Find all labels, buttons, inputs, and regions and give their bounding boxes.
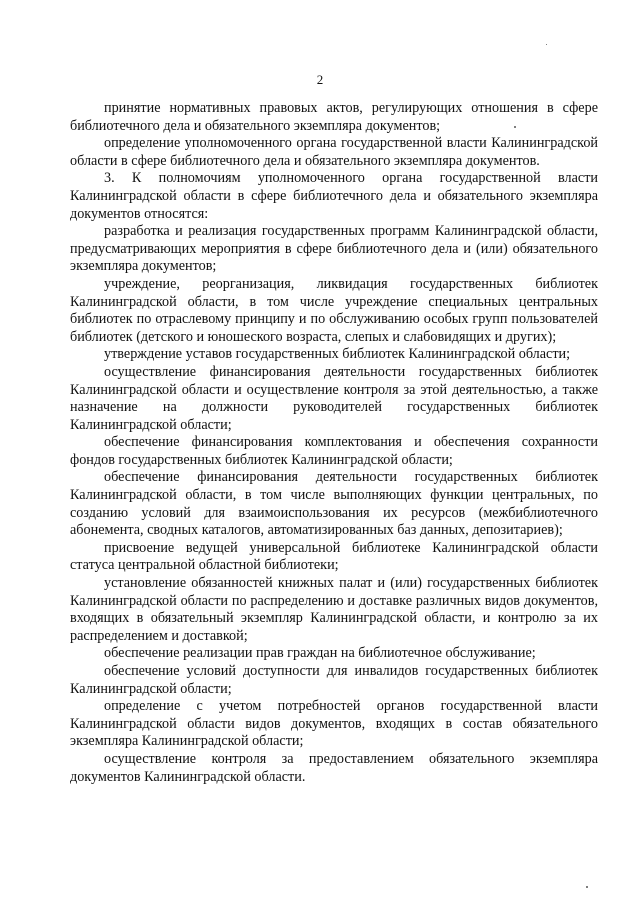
paragraph: присвоение ведущей универсальной библиотеке Калининградской области статуса центральной областной библиотеки; — [70, 539, 598, 574]
paragraph: обеспечение финансирования деятельности государственных библиотек Калининградской области, в том числе выполняющих функции центральных, по созданию условий для взаимоиспользования их ресурсов (межбиблиотечного абонемента, сводных каталогов, автоматизированных баз данных, депозитариев); — [70, 469, 598, 539]
paragraph: обеспечение реализации прав граждан на библиотечное обслуживание; — [104, 645, 536, 662]
paragraph: осуществление финансирования деятельности государственных библиотек Калининградской области и осуществление контроля за этой деятельностью, а также назначение на должности руководителей государственных библиотек Калининградской области; — [70, 363, 598, 433]
paragraph: принятие нормативных правовых актов, регулирующих отношения в сфере библиотечного дела и обязательного экземпляра документов; — [70, 100, 598, 134]
paragraph: разработка и реализация государственных программ Калининградской области, предусматривающих мероприятия в сфере библиотечного дела и (или) обязательного экземпляра документов; — [70, 223, 598, 275]
scan-speck — [586, 886, 588, 888]
page-number: 2 — [316, 72, 324, 87]
paragraph: определение с учетом потребностей органов государственной власти Калининградской области видов документов, входящих в состав обязательного экземпляра Калининградской области; — [70, 698, 598, 750]
document-body — [70, 100, 598, 786]
paragraph: осуществление контроля за предоставлением обязательного экземпляра документов Калининградской области. — [70, 750, 598, 785]
paragraph: определение уполномоченного органа государственной власти Калининградской области в сфере библиотечного дела и обязательного экземпляра документов. — [70, 135, 598, 169]
paragraph: обеспечение финансирования комплектования и обеспечения сохранности фондов государственных библиотек Калининградской области; — [70, 434, 598, 468]
paragraph: установление обязанностей книжных палат и (или) государственных библиотек Калининградской области по распределению и доставке различных видов документов, входящих в обязательный экземпляр Калининградской области, и контролю за их распределением и доставкой; — [70, 575, 598, 644]
scan-speck — [546, 44, 547, 45]
paragraph: утверждение уставов государственных библиотек Калининградской области; — [104, 346, 571, 363]
paragraph: обеспечение условий доступности для инвалидов государственных библиотек Калининградской области; — [70, 663, 598, 697]
paragraph: учреждение, реорганизация, ликвидация государственных библиотек Калининградской области, в том числе учреждение специальных центральных библиотек по отраслевому принципу и по обслуживанию особых групп пользователей библиотек (детского и юношеского возраста, слепых и слабовидящих и других); — [70, 275, 598, 345]
paragraph: 3. К полномочиям уполномоченного органа государственной власти Калининградской области в сфере библиотечного дела и обязательного экземпляра документов относятся: — [70, 170, 598, 222]
scan-speck — [514, 126, 516, 128]
